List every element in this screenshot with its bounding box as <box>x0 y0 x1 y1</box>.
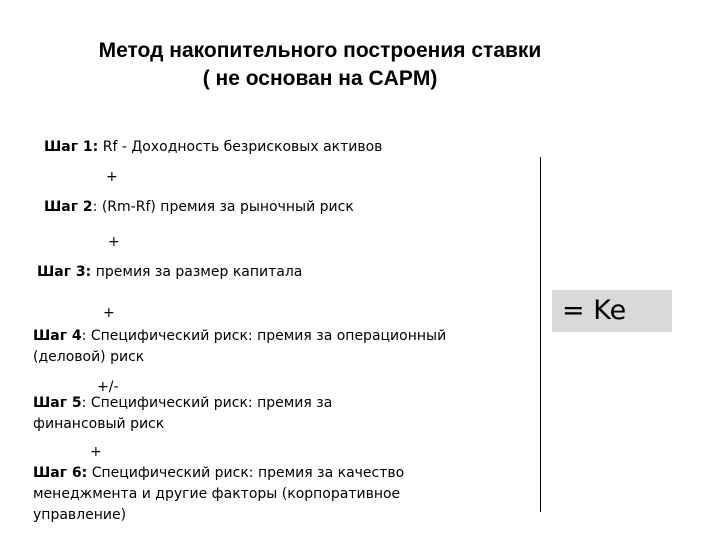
step-2-label: Шаг 2 <box>44 199 93 215</box>
operator-3: + <box>103 305 115 321</box>
step-4 <box>33 326 511 368</box>
step-1-text: Rf - Доходность безрисковых активов <box>98 139 383 155</box>
step-5 <box>33 393 393 435</box>
operator-2: + <box>108 234 120 250</box>
step-1-label: Шаг 1: <box>44 139 99 155</box>
step-3-label: Шаг 3: <box>37 264 92 280</box>
operator-5: + <box>90 444 102 460</box>
slide-title: Метод накопительного построения ставки <box>98 39 542 62</box>
step-6 <box>33 463 473 526</box>
step-4-label: Шаг 4 <box>33 328 82 344</box>
vertical-divider <box>540 157 541 512</box>
result-box: = Ke <box>552 290 672 332</box>
step-1 <box>44 137 514 158</box>
step-2 <box>44 197 514 218</box>
step-3-text: премия за размер капитала <box>91 264 303 280</box>
operator-1: + <box>106 169 118 185</box>
slide-subtitle: ( не основан на CAPM) <box>202 67 438 90</box>
step-5-label: Шаг 5 <box>33 395 82 411</box>
step-6-text: Специфический риск: премия за качество менеджмента и другие факторы (корпоративное управление) <box>33 465 405 523</box>
step-6-label: Шаг 6: <box>33 465 88 481</box>
step-2-text: : (Rm-Rf) премия за рыночный риск <box>92 199 354 215</box>
step-3 <box>37 262 507 283</box>
step-4-text: : Специфический риск: премия за операционный (деловой) риск <box>33 328 447 365</box>
operator-4: +/- <box>97 379 119 395</box>
step-5-text: : Специфический риск: премия за финансовый риск <box>33 395 333 432</box>
